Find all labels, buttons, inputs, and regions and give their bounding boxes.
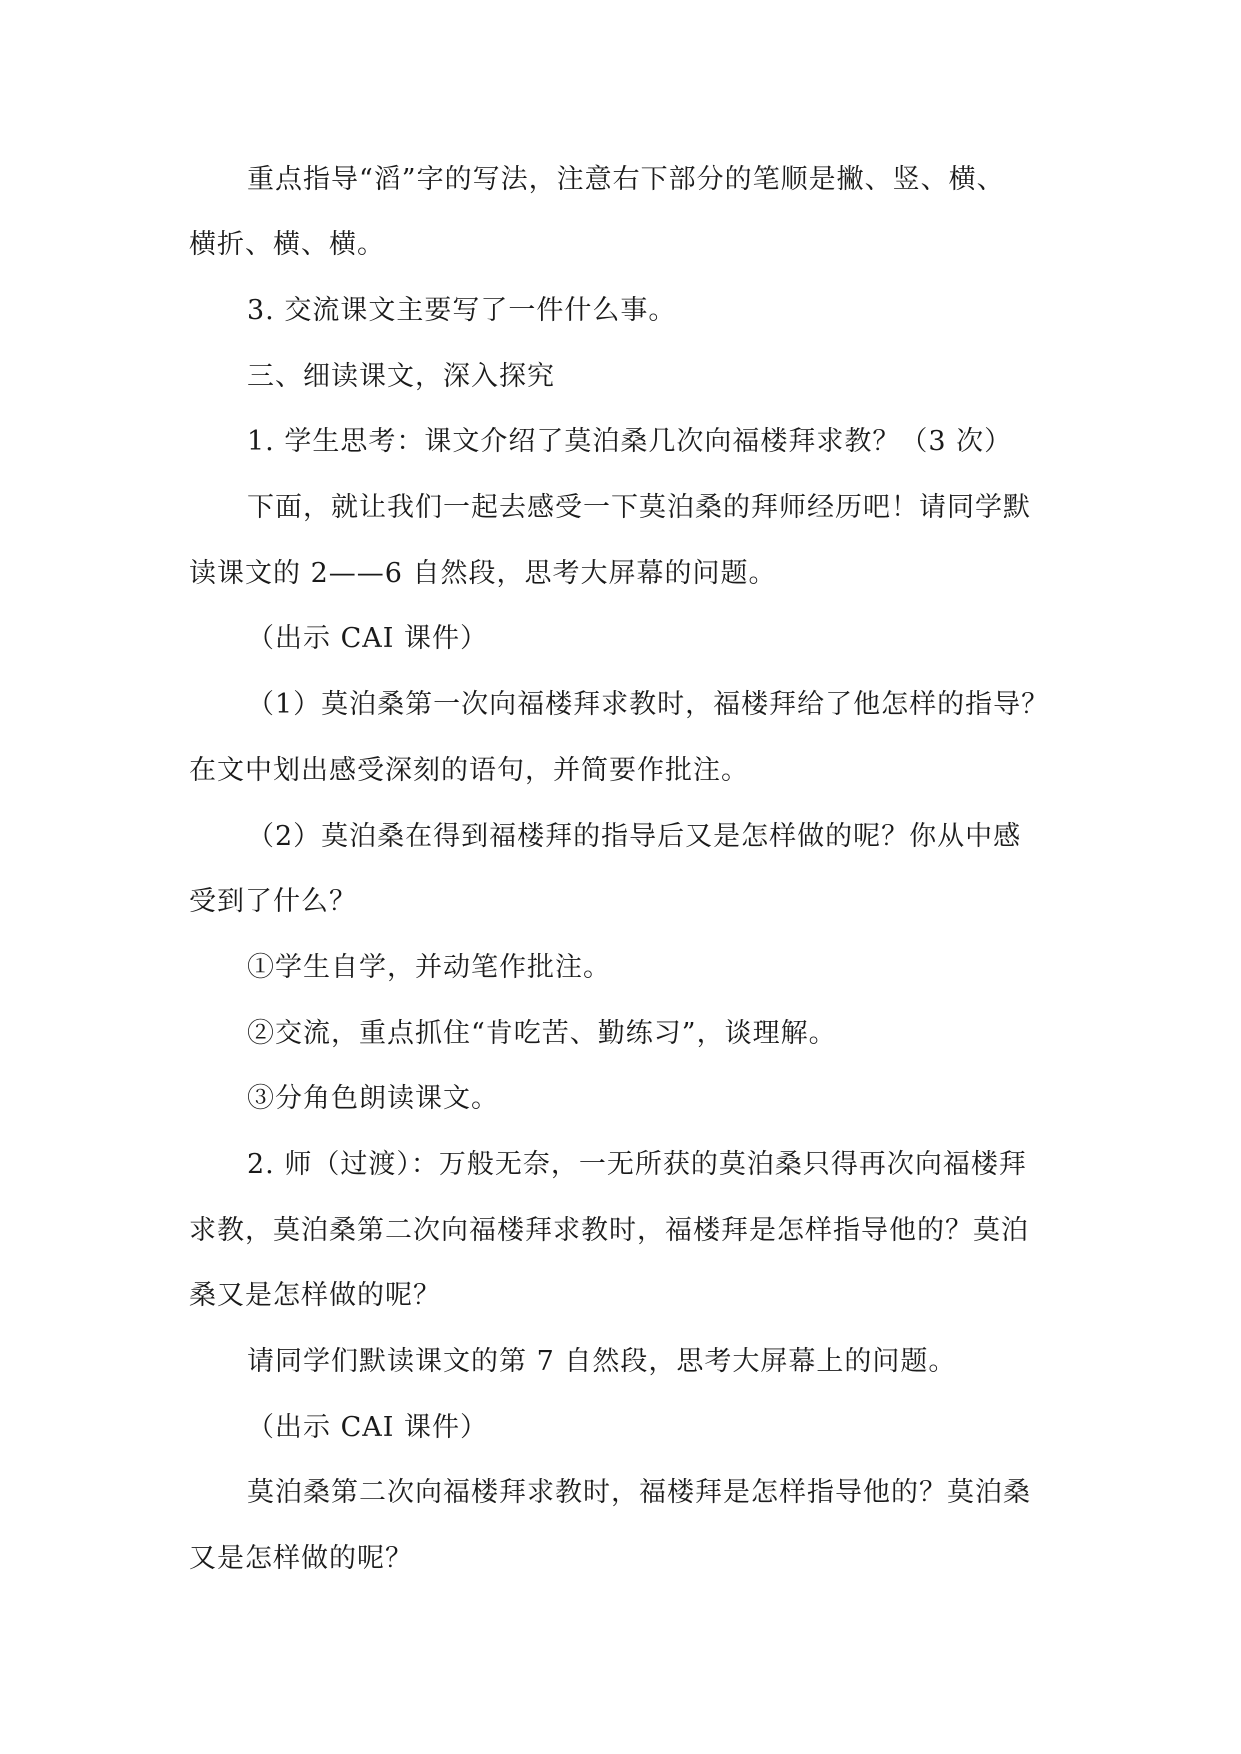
- note-line: （出示 CAI 课件）: [247, 1412, 488, 1443]
- numbered-item: 1. 学生思考：课文介绍了莫泊桑几次向福楼拜求教？（3 次）: [247, 426, 1013, 457]
- paragraph-line: 重点指导“滔”字的写法，注意右下部分的笔顺是撇、竖、横、: [247, 164, 1005, 195]
- paragraph-line: 莫泊桑第二次向福楼拜求教时，福楼拜是怎样指导他的？莫泊桑: [247, 1477, 1031, 1508]
- paragraph-line: 读课文的 2——6 自然段，思考大屏幕的问题。: [189, 558, 777, 589]
- note-line: （出示 CAI 课件）: [247, 623, 488, 654]
- list-item: ②交流，重点抓住“肯吃苦、勤练习”，谈理解。: [247, 1018, 837, 1049]
- paragraph-line: 下面，就让我们一起去感受一下莫泊桑的拜师经历吧！请同学默: [247, 492, 1031, 523]
- numbered-item: 2. 师（过渡）：万般无奈，一无所获的莫泊桑只得再次向福楼拜: [247, 1149, 1027, 1180]
- section-heading: 三、细读课文，深入探究: [247, 361, 555, 392]
- question-line: （1）莫泊桑第一次向福楼拜求教时，福楼拜给了他怎样的指导？: [247, 689, 1050, 720]
- paragraph-line: 请同学们默读课文的第 7 自然段，思考大屏幕上的问题。: [247, 1346, 957, 1377]
- numbered-item: 3. 交流课文主要写了一件什么事。: [247, 295, 677, 326]
- list-item: ①学生自学，并动笔作批注。: [247, 952, 611, 983]
- question-line: 在文中划出感受深刻的语句，并简要作批注。: [189, 755, 749, 786]
- paragraph-line: 求教，莫泊桑第二次向福楼拜求教时，福楼拜是怎样指导他的？莫泊: [189, 1215, 1029, 1246]
- question-line: （2）莫泊桑在得到福楼拜的指导后又是怎样做的呢？你从中感: [247, 821, 1022, 852]
- question-line: 受到了什么？: [189, 886, 357, 917]
- paragraph-line: 桑又是怎样做的呢？: [189, 1280, 441, 1311]
- paragraph-line: 横折、横、横。: [189, 229, 385, 260]
- paragraph-line: 又是怎样做的呢？: [189, 1543, 413, 1574]
- list-item: ③分角色朗读课文。: [247, 1083, 499, 1114]
